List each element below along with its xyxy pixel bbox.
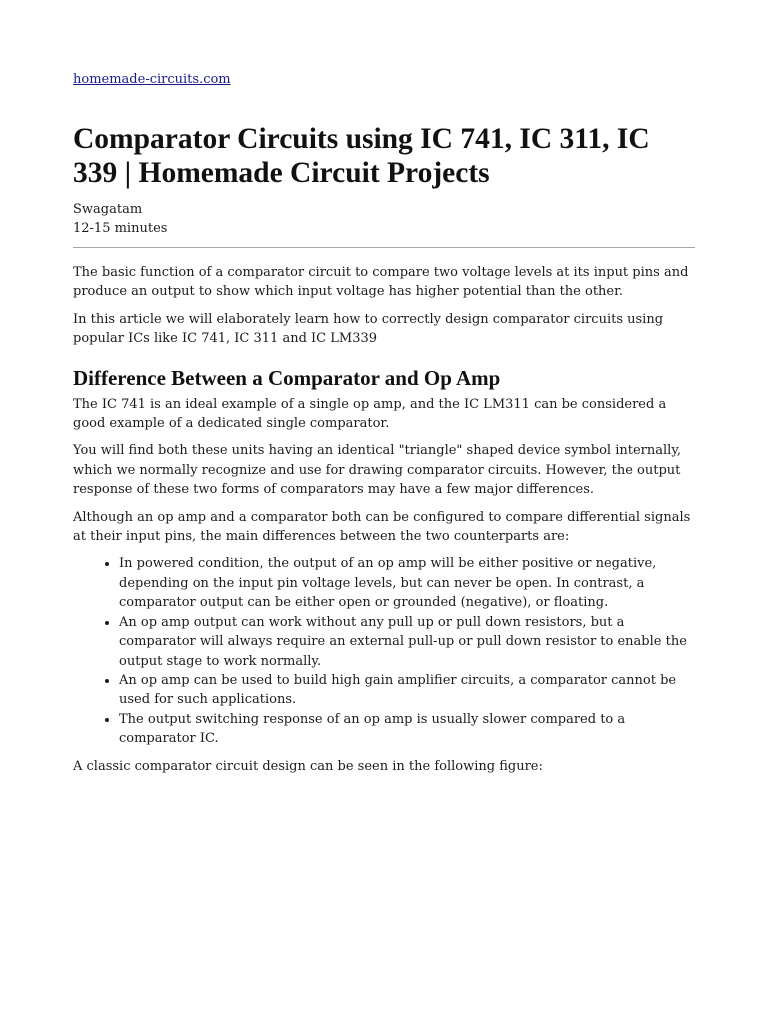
article-meta xyxy=(73,200,695,238)
divider xyxy=(73,247,695,248)
intro-paragraph: In this article we will elaborately learn how to correctly design comparator circuits using popular ICs like IC 741, IC 311 and IC LM339 xyxy=(73,311,664,347)
differences-list xyxy=(73,554,695,748)
author-name: Swagatam xyxy=(73,202,143,217)
section-paragraph: The IC 741 is an ideal example of a single op amp, and the IC LM311 can be considered a good example of a dedicated single comparator. xyxy=(73,396,667,432)
section-paragraph: Although an op amp and a comparator both can be configured to compare differential signals at their input pins, the main differences between the two counterparts are: xyxy=(73,509,691,545)
article-title: Comparator Circuits using IC 741, IC 311, IC 339 | Homemade Circuit Projects xyxy=(73,123,650,189)
section-paragraph: You will find both these units having an identical "triangle" shaped device symbol internally, which we normally recognize and use for drawing comparator circuits. However, the output response of these two forms of comparators may have a few major differences. xyxy=(73,443,682,498)
section-heading: Difference Between a Comparator and Op Amp xyxy=(73,365,501,390)
intro-paragraph: The basic function of a comparator circuit to compare two voltage levels at its input pins and produce an output to show which input voltage has higher potential than the other. xyxy=(73,265,689,300)
list-item: • An op amp can be used to build high gain amplifier circuits, a comparator cannot be used for such applications. xyxy=(119,671,695,710)
closing-paragraph: A classic comparator circuit design can be seen in the following figure: xyxy=(73,758,543,774)
list-item: • An op amp output can work without any pull up or pull down resistors, but a comparator will always require an external pull-up or pull down resistor to enable the output stage to work normally. xyxy=(119,613,695,671)
list-item: • The output switching response of an op amp is usually slower compared to a comparator IC. xyxy=(119,710,695,749)
list-item: • In powered condition, the output of an op amp will be either positive or negative, depending on the input pin voltage levels, but can never be open. In contrast, a comparator output can be either open or grounded (negative), or floating. xyxy=(119,554,695,612)
source-link[interactable]: homemade-circuits.com xyxy=(73,72,231,87)
read-time: 12-15 minutes xyxy=(73,221,168,236)
